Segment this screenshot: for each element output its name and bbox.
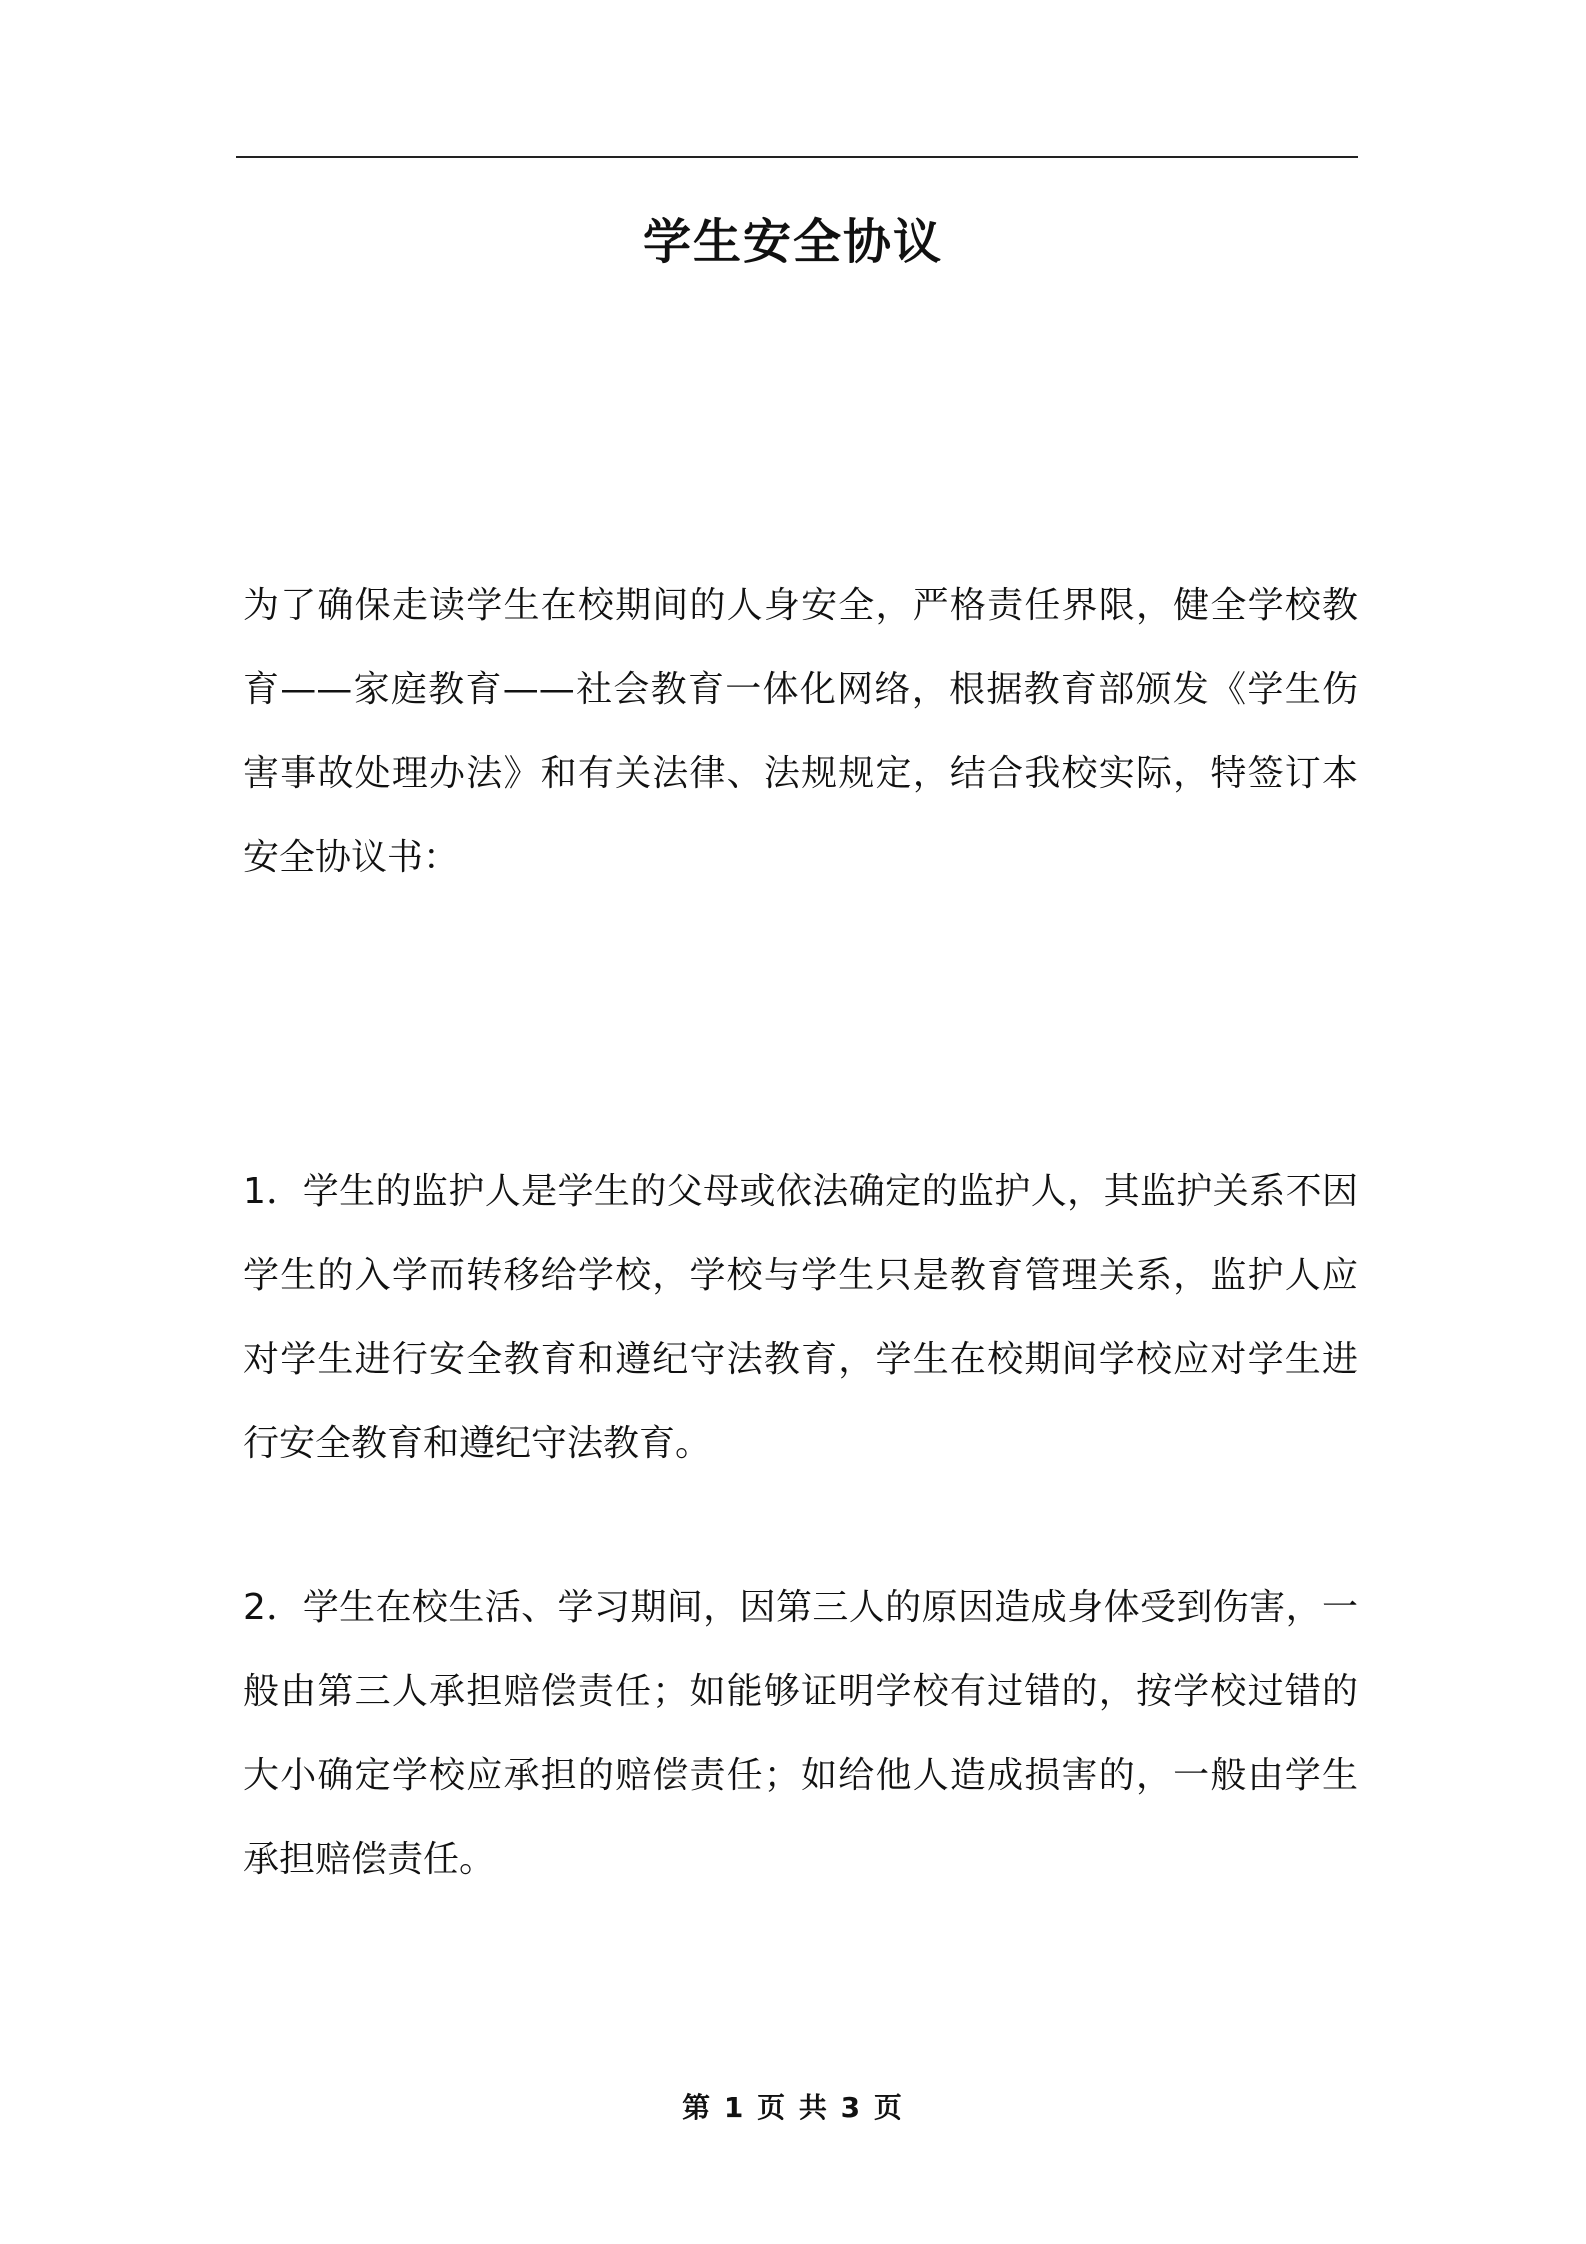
page-number-footer: 第 1 页 共 3 页 — [682, 2091, 904, 2124]
document-title: 学生安全协议 — [642, 214, 943, 270]
header-divider — [236, 156, 1358, 158]
clause-paragraph-1: 1．学生的监护人是学生的父母或依法确定的监护人，其监护关系不因学生的入学而转移给学校，学校与学生只是教育管理关系，监护人应对学生进行安全教育和遵纪守法教育，学生在校期间学校应对学生进行安全教育和遵纪守法教育。 — [243, 1171, 1358, 1464]
intro-paragraph: 为了确保走读学生在校期间的人身安全，严格责任界限，健全学校教育——家庭教育——社会教育一体化网络，根据教育部颁发《学生伤害事故处理办法》和有关法律、法规规定，结合我校实际，特签订本安全协议书： — [243, 585, 1358, 878]
clause-paragraph-2: 2．学生在校生活、学习期间，因第三人的原因造成身体受到伤害，一般由第三人承担赔偿责任；如能够证明学校有过错的，按学校过错的大小确定学校应承担的赔偿责任；如给他人造成损害的，一般由学生承担赔偿责任。 — [243, 1587, 1358, 1880]
